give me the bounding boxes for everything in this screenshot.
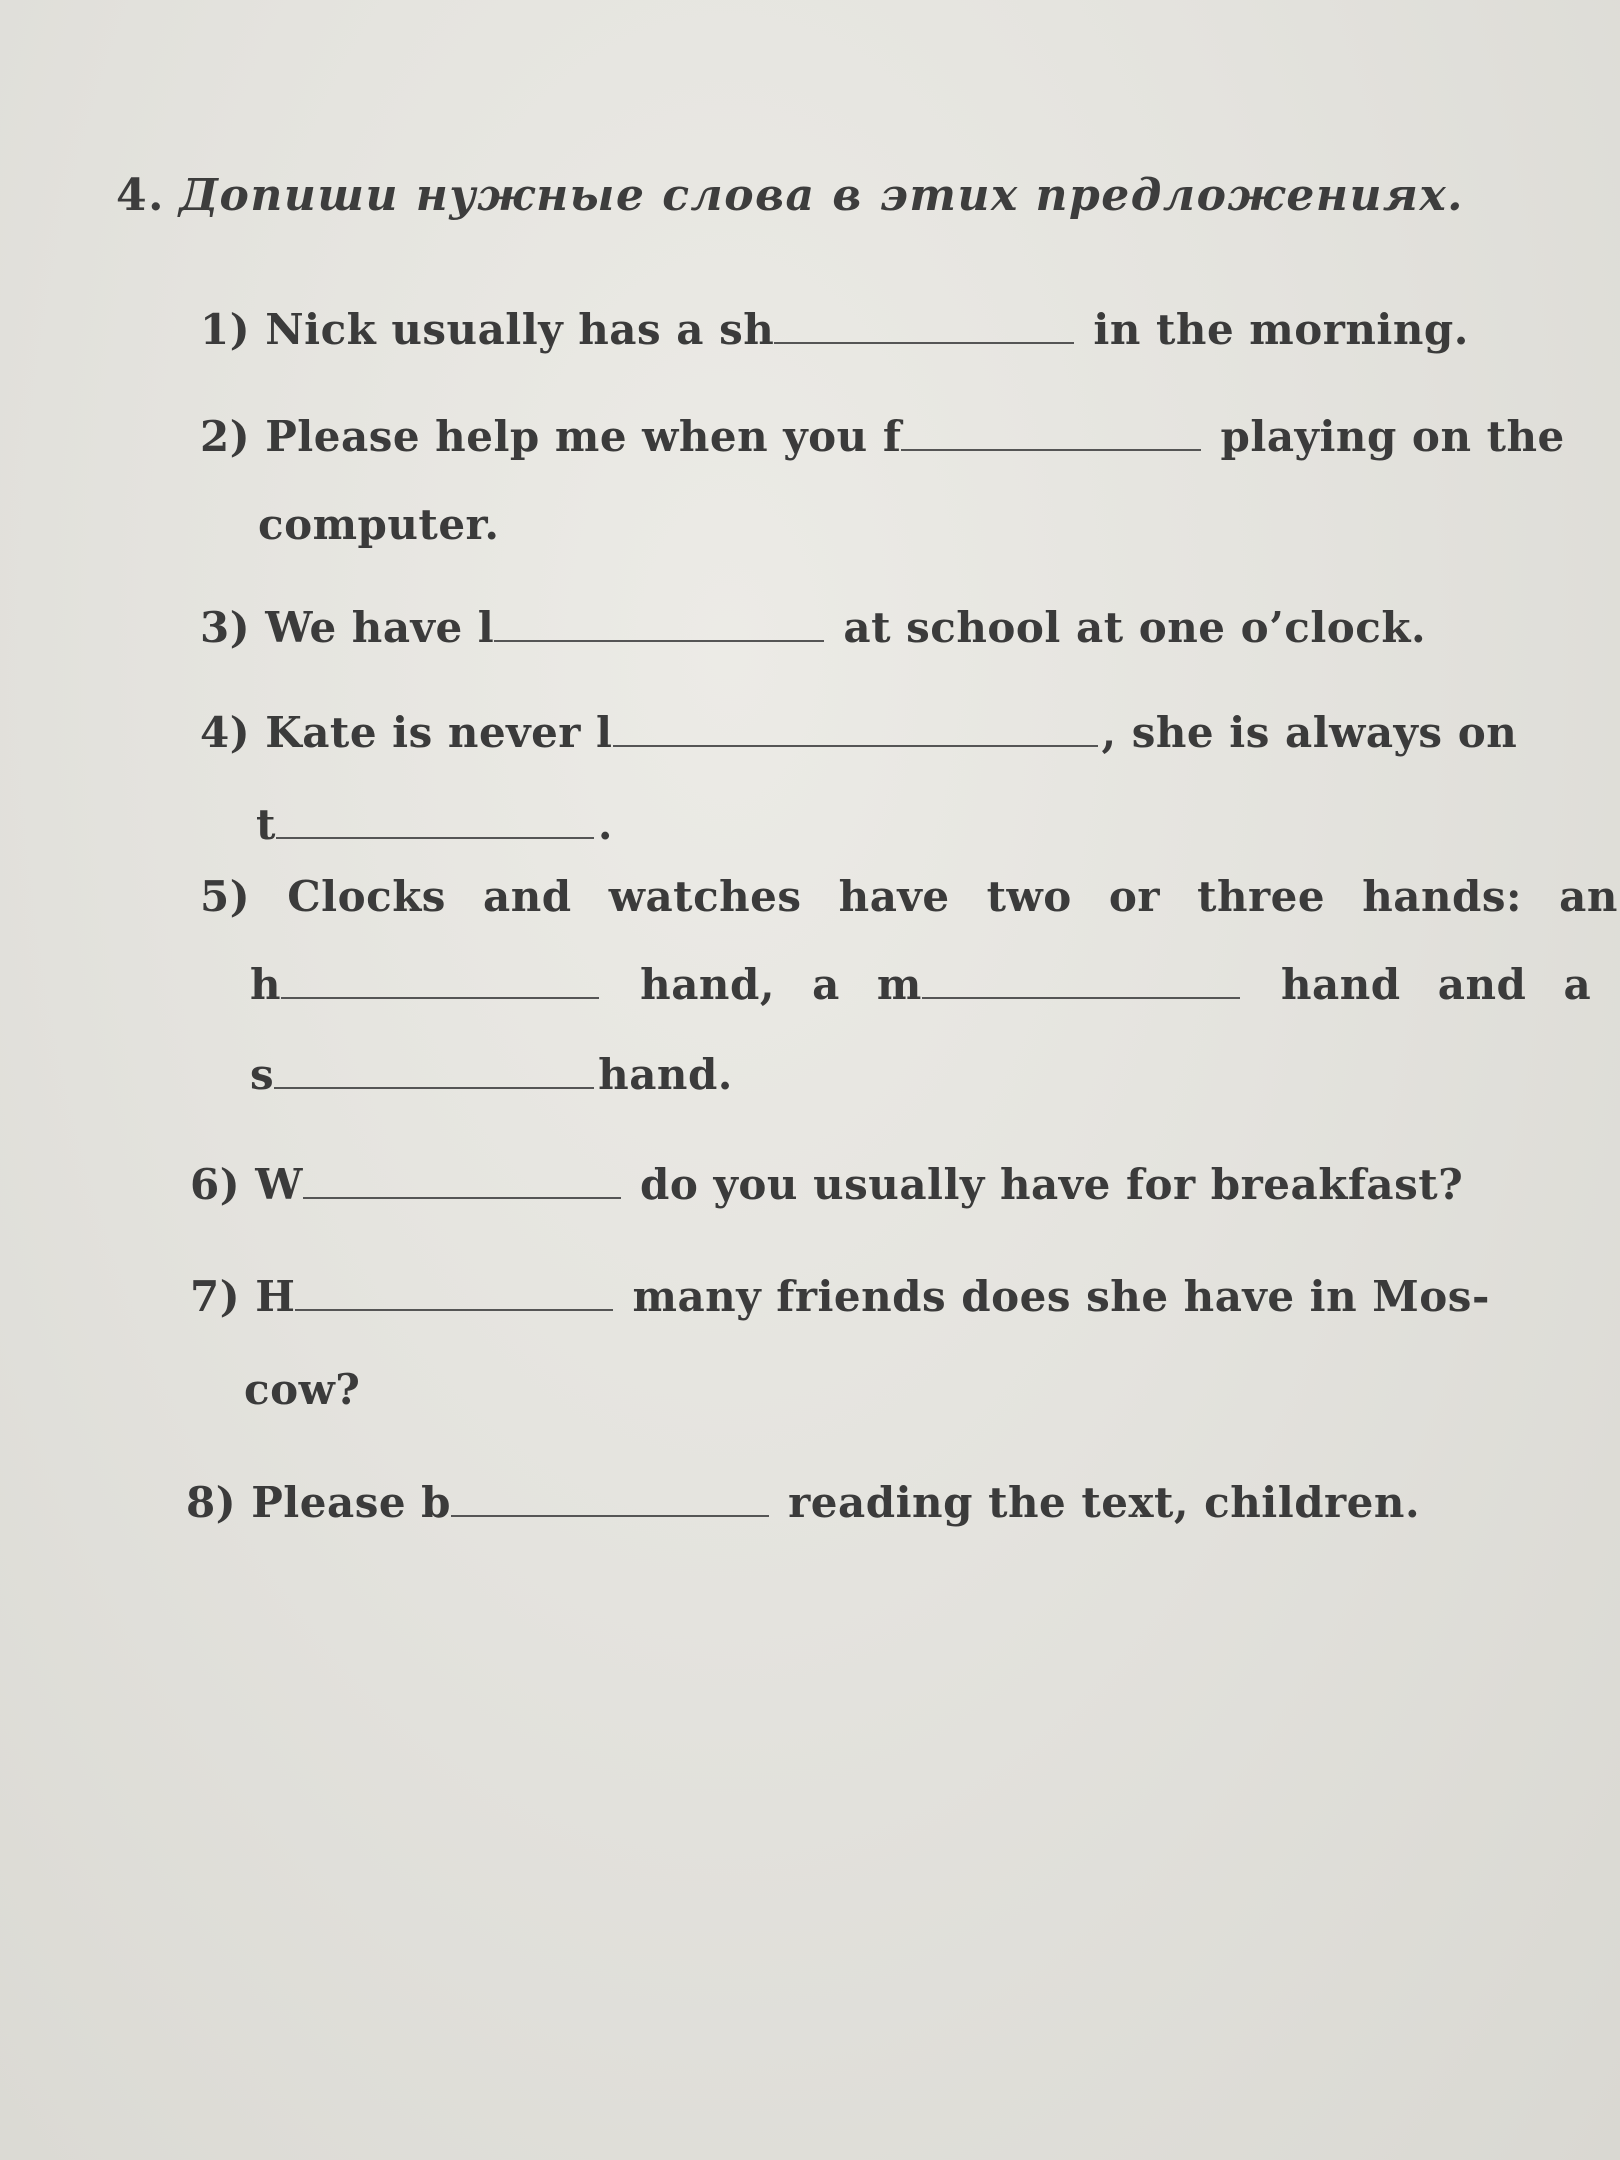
sentence-4-continuation <box>256 800 613 849</box>
sentence-3-end: at school at one o’clock. <box>843 603 1427 652</box>
sentence-6-end: do you usually have for breakfast? <box>640 1160 1464 1209</box>
blank-2[interactable] <box>901 419 1201 451</box>
blank-7[interactable] <box>295 1279 613 1311</box>
blank-5a[interactable] <box>281 967 599 999</box>
blank-5b[interactable] <box>922 967 1240 999</box>
sentence-2-continuation <box>258 500 499 549</box>
sentence-4-start: 4) Kate is never l <box>200 708 613 757</box>
sentence-4-end: . <box>597 800 614 849</box>
sentence-1-start: 1) Nick usually has a sh <box>200 305 775 354</box>
sentence-4-middle: , she is always on <box>1101 708 1518 757</box>
sentence-8-start: 8) Please b <box>186 1478 452 1527</box>
blank-5c[interactable] <box>274 1057 594 1089</box>
sentence-7-end: cow? <box>244 1365 361 1414</box>
blank-6[interactable] <box>303 1167 621 1199</box>
sentence-5-s: s <box>250 1050 275 1099</box>
blank-8[interactable] <box>451 1485 769 1517</box>
blank-3[interactable] <box>494 610 824 642</box>
blank-1[interactable] <box>774 312 1074 344</box>
sentence-8-end: reading the text, children. <box>788 1478 1421 1527</box>
sentence-5 <box>200 872 1618 921</box>
sentence-2-middle: playing on the <box>1220 412 1565 461</box>
blank-4a[interactable] <box>613 715 1098 747</box>
sentence-7-start: 7) H <box>190 1272 296 1321</box>
sentence-7 <box>190 1272 1490 1321</box>
sentence-2 <box>200 412 1565 461</box>
sentence-2-start: 2) Please help me when you f <box>200 412 902 461</box>
blank-4b[interactable] <box>276 807 594 839</box>
sentence-5-end: hand. <box>598 1050 733 1099</box>
sentence-6-start: 6) W <box>190 1160 303 1209</box>
sentence-5-h: h <box>250 960 282 1009</box>
sentence-3 <box>200 603 1426 652</box>
sentence-7-continuation <box>244 1365 360 1414</box>
sentence-1 <box>200 305 1469 354</box>
exercise-heading <box>116 170 1464 221</box>
sentence-3-start: 3) We have l <box>200 603 495 652</box>
sentence-6 <box>190 1160 1463 1209</box>
sentence-5-start: 5) Clocks and watches have two or three hands: an <box>200 872 1618 921</box>
sentence-5-line-2 <box>250 960 1591 1009</box>
sentence-7-middle: many friends does she have in Mos- <box>632 1272 1490 1321</box>
sentence-4-letter: t <box>256 800 276 849</box>
sentence-2-end: computer. <box>258 500 500 549</box>
exercise-instruction: Допиши нужные слова в этих предложениях. <box>178 170 1464 221</box>
sentence-1-end: in the morning. <box>1093 305 1469 354</box>
sentence-4 <box>200 708 1517 757</box>
sentence-8 <box>186 1478 1420 1527</box>
sentence-5-middle: hand, a m <box>640 960 922 1009</box>
sentence-5-middle-2: hand and a <box>1280 960 1592 1009</box>
sentence-5-line-3 <box>250 1050 733 1099</box>
exercise-number: 4. <box>116 170 165 221</box>
